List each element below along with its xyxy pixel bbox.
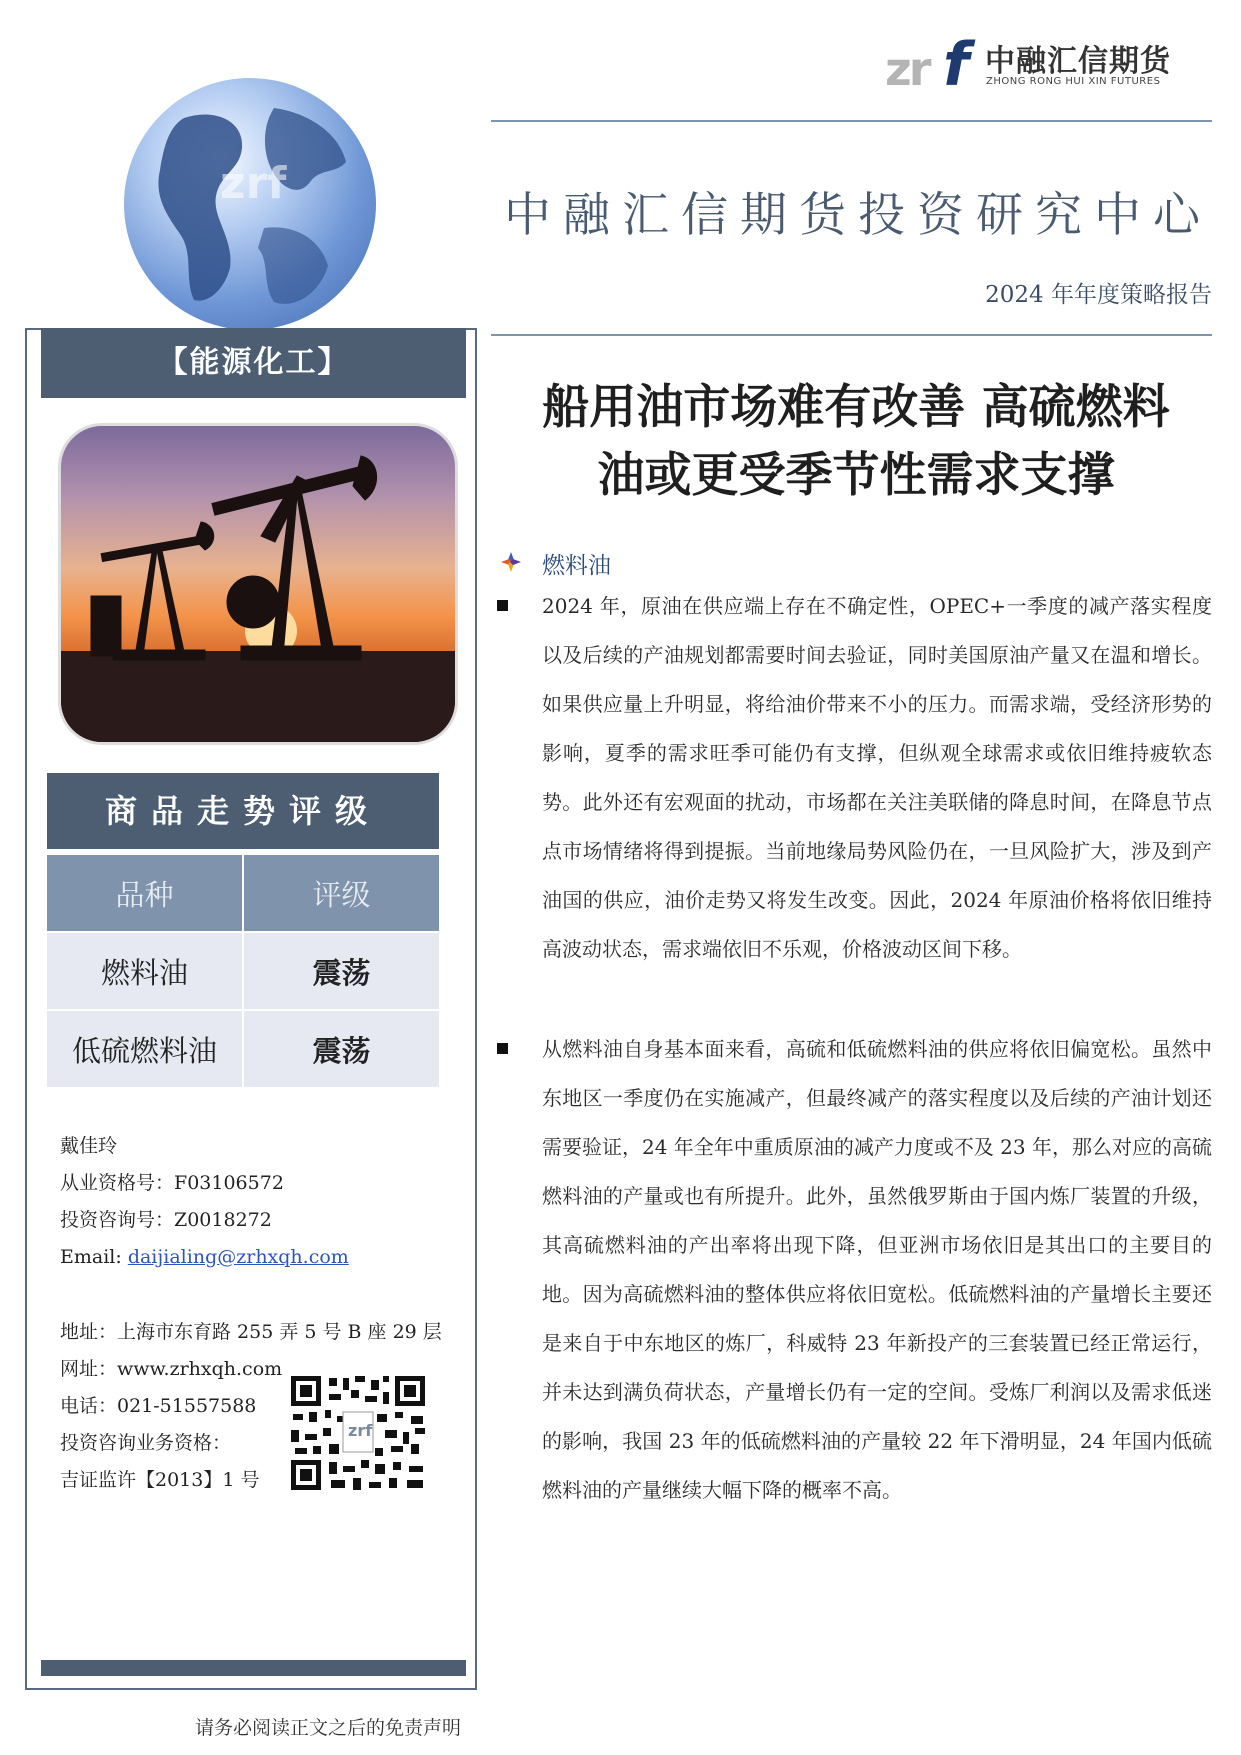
paragraph-1: 2024 年，原油在供应端上存在不确定性，OPEC+一季度的减产落实程度以及后续的产油规划都需要时间去验证，同时美国原油产量又在温和增长。如果供应量上升明显，将给油价带来不小的压力。而需求端，受经济形势的影响，夏季的需求旺季可能仍有支撑，但纵观全球需求或依旧维持疲软态势。此外还有宏观面的扰动，市场都在关注美联储的降息时间，在降息节点点市场情绪将得到提振。当前地缘局势风险仍在，一旦风险扩大，涉及到产油国的供应，油价走势又将发生改变。因此，2024 年原油价格将依旧维持高波动状态，需求端依旧不乐观，价格波动区间下移。 xyxy=(542,594,1212,961)
globe-mark: zrf xyxy=(220,158,287,209)
analyst-info xyxy=(60,1128,349,1276)
qr-code xyxy=(289,1374,427,1492)
logo-mark-zr: zr xyxy=(885,42,929,96)
headline-line-1: 船用油市场难有改善 高硫燃料 xyxy=(542,380,1170,435)
oil-pump-photo xyxy=(58,423,458,745)
report-type: 2024 年年度策略报告 xyxy=(985,282,1212,308)
analyst-name: 戴佳玲 xyxy=(60,1135,118,1157)
rating-header-product: 品种 xyxy=(47,855,242,931)
paragraph-bullet-1 xyxy=(497,600,508,611)
cert-label: 从业资格号： xyxy=(60,1172,175,1194)
rating-header-row xyxy=(47,855,439,931)
logo-mark-f: f xyxy=(943,30,970,100)
rating-product: 燃料油 xyxy=(47,933,242,1009)
company-license-label: 投资咨询业务资格： xyxy=(60,1432,232,1454)
email-link[interactable]: daijialing@zrhxqh.com xyxy=(127,1246,349,1268)
sidebar-bottom-bar xyxy=(41,1660,466,1676)
table-row xyxy=(47,933,439,1009)
headline-line-2: 油或更受季节性需求支撑 xyxy=(597,448,1115,503)
table-row xyxy=(47,1011,439,1087)
research-center-title: 中融汇信期货投资研究中心 xyxy=(504,188,1212,243)
qr-center-mark: zrf xyxy=(348,1421,373,1440)
section-bullet-icon xyxy=(500,551,522,577)
company-logo xyxy=(885,28,1175,100)
rating-product: 低硫燃料油 xyxy=(47,1011,242,1087)
oil-pump-illustration xyxy=(61,426,458,745)
analyst-cert xyxy=(60,1165,349,1202)
paragraph-2: 从燃料油自身基本面来看，高硫和低硫燃料油的供应将依旧偏宽松。虽然中东地区一季度仍在实施减产，但最终减产的落实程度以及后续的产油计划还需要验证，24 年全年中重质原油的减产力度或不及 23 年，那么对应的高硫燃料油的产量或也有所提升。此外，虽然俄罗斯由于国内炼厂装置的升级，其高硫燃料油的产出率将出现下降，但亚洲市场依旧是其出口的主要目的地。因为高硫燃料油的整体供应将依旧宽松。低硫燃料油的产量增长主要还是来自于中东地区的炼厂，科威特 23 年新投产的三套装置已经正常运行，并未达到满负荷状态，产量增长仍有一定的空间。受炼厂利润以及需求低迷的影响，我国 23 年的低硫燃料油的产量较 22 年下滑明显，24 年国内低硫燃料油的产量继续大幅下降的概率不高。 xyxy=(542,1037,1212,1502)
analyst-email xyxy=(60,1239,349,1276)
rating-table xyxy=(47,855,439,1089)
rating-grade: 震荡 xyxy=(244,1011,439,1087)
company-phone: 电话：021-51557588 xyxy=(60,1395,257,1417)
rating-header-grade: 评级 xyxy=(244,855,439,931)
advisory-number: Z0018272 xyxy=(174,1209,272,1231)
company-website: 网址：www.zrhxqh.com xyxy=(60,1358,283,1380)
header-rule-bottom xyxy=(491,334,1212,336)
email-label: Email: xyxy=(60,1246,128,1268)
analyst-advisory xyxy=(60,1202,349,1239)
globe-illustration xyxy=(124,78,376,330)
logo-name-en: ZHONG RONG HUI XIN FUTURES xyxy=(986,76,1161,87)
header-rule-top xyxy=(491,120,1212,122)
section-title: 燃料油 xyxy=(542,553,611,579)
sector-label: 【能源化工】 xyxy=(41,328,466,398)
report-headline xyxy=(500,374,1212,510)
company-license: 吉证监许【2013】1 号 xyxy=(60,1469,260,1491)
logo-name-cn: 中融汇信期货 xyxy=(985,44,1171,79)
disclaimer-note: 请务必阅读正文之后的免责声明 xyxy=(195,1717,462,1739)
company-address: 地址：上海市东育路 255 弄 5 号 B 座 29 层 xyxy=(60,1321,442,1343)
section-marker-icon xyxy=(500,551,522,573)
paragraph-bullet-2 xyxy=(497,1043,508,1054)
advisory-label: 投资咨询号： xyxy=(60,1209,175,1231)
cert-number: F03106572 xyxy=(174,1172,284,1194)
globe-logo-image xyxy=(124,78,376,330)
qr-code-graphic xyxy=(289,1374,427,1492)
rating-title: 商品走势评级 xyxy=(47,773,439,849)
rating-grade: 震荡 xyxy=(244,933,439,1009)
